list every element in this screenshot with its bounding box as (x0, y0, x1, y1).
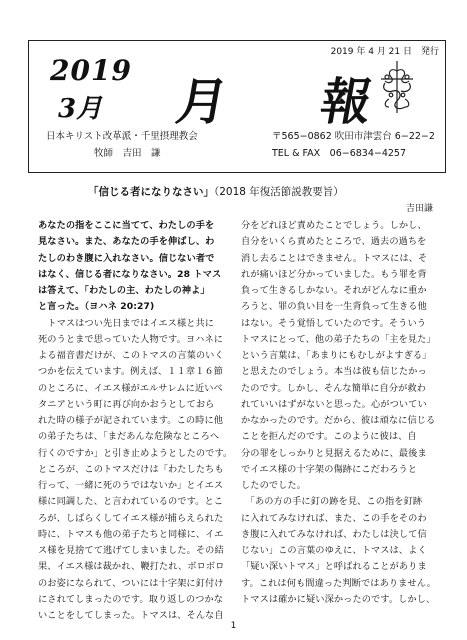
text-line: き腹に入れてみなければ、わたしは決して信 (241, 528, 427, 540)
text-line: と思えたのでしょう。本当は彼も信じたかっ (241, 366, 427, 378)
text-line: れた時の様子が記されています。この時に他 (38, 415, 224, 426)
text-line: はない。そう覚悟していたのです。そういう (241, 317, 427, 329)
text-line: トマスにとって、他の弟子たちの「主を見た」 (241, 333, 436, 345)
church-name: 日本キリスト改革派・千里摂理教会 (46, 131, 198, 142)
text-line: の弟子たちは、「まだあんな危険なところへ (38, 431, 220, 443)
masthead-month: 3月 (58, 94, 103, 124)
sermon-title (88, 184, 344, 199)
text-line: に入れてみなければ、また、この手をそのわ (241, 512, 427, 524)
masthead-title: 月 報 (172, 72, 399, 131)
text-line: でイエス様の十字架の傷跡にこだわろうと (241, 463, 418, 475)
contact-info (272, 128, 435, 162)
text-line: 見なさい。また、あなたの手を伸ばし、わ (38, 236, 215, 248)
sermon-title-sub: （2018 年復活節説教要旨） (214, 186, 344, 198)
text-line: ろが、しばらくしてイエス様が捕らえられた (38, 512, 224, 524)
text-line: かなかったのです。だから、彼は頑なに信じる (241, 415, 436, 426)
sermon-author: 吉田謙 (405, 204, 433, 214)
text-line: のところに、イエス様がエルサレムに近いべ (38, 382, 223, 394)
text-line: たのです。しかし、そんな簡単に自分が救わ (241, 382, 427, 394)
text-line: ことを拒んだのです。このように彼は、自 (241, 431, 417, 443)
church-address: 〒565−0862 吹田市津雲台 6−22−2 (272, 131, 435, 142)
text-line: たしのわき腹に入れなさい。信じない者で (38, 252, 215, 264)
text-line: す。これは何も間違った判断ではありません。 (241, 577, 436, 589)
page-number: 1 (230, 621, 237, 631)
text-line: 消し去ることはできません。トマスには、そ (241, 252, 428, 264)
text-line: 様に同調した、と言われているのです。とこ (38, 496, 224, 508)
text-line: は答えて、「わたしの主、わたしの神よ」 (38, 285, 210, 296)
text-line: したのでした。 (241, 480, 307, 491)
text-line: じない」この言葉のゆえに、トマスは、よく (241, 545, 427, 556)
text-line: と言った。（ヨハネ 20:27) (38, 301, 155, 313)
text-line: よる福音書だけが、このトマスの言葉のいく (38, 350, 224, 361)
text-line: はなく、信じる者になりなさい。28 トマス (38, 268, 222, 280)
text-line: 行くのですか」と引き止めようとしたのです。 (38, 447, 233, 459)
pastor-name: 牧師 吉田 謙 (94, 148, 161, 159)
text-line: れが痛いほど分かっていました。もう罪を背 (241, 268, 427, 280)
text-line: 果、イエス様は裁かれ、鞭打たれ、ボロボロ (38, 561, 225, 573)
text-line: トマスはつい先日まではイエス様と共に (38, 317, 215, 329)
text-line: のお姿になられて、ついには十字架に釘付け (38, 577, 224, 589)
text-line: 負って生きるしかない。それがどんなに重か (241, 285, 427, 296)
text-line: 行って、一緒に死のうではないか」とイエス (38, 480, 224, 491)
text-line: れていいはずがないと思った。心がついてい (241, 398, 427, 410)
text-line: トマスは確かに疑い深かったのです。しかし、 (241, 593, 436, 605)
text-line: 死のうとまで思っていた人物です。ヨハネに (38, 333, 224, 345)
text-line: ところが、このトマスだけは「わたしたちも (38, 463, 224, 475)
issue-date: 2019 年 4 月 21 日 発行 (330, 47, 439, 57)
masthead-year: 2019 (50, 54, 132, 87)
text-line: 時に、トマスも他の弟子たちと同様に、イエ (38, 528, 224, 540)
text-line: 分をどれほど責めたことでしょう。しかし、 (241, 220, 427, 231)
text-line: 「疑い深いトマス」と呼ばれることがありま (241, 561, 427, 573)
text-line: いことをしてしまった。トマスは、そんな自 (38, 610, 224, 621)
text-line: 分の罪をしっかりと見据えるために、最後ま (241, 447, 427, 459)
cross-vine-icon (365, 55, 429, 119)
text-line: あなたの指をここに当てて、わたしの手を (38, 220, 215, 231)
text-line: 「あの方の手に釘の跡を見、この指を釘跡 (241, 496, 423, 508)
church-phone: TEL & FAX 06−6834−4257 (272, 148, 407, 159)
text-column-right (241, 218, 439, 608)
text-line: タニアという町に再び向かおうとしておら (38, 398, 215, 410)
text-line: という言葉は、「あまりにもむしがよすぎる」 (241, 350, 432, 361)
church-info (46, 128, 198, 162)
text-line: にされてしまったのです。取り返しのつかな (38, 593, 224, 605)
sermon-title-main: 「信じる者になりなさい」 (88, 186, 214, 198)
text-line: ろうと、罪の負い目を一生背負って生きる他 (241, 301, 427, 313)
text-column-left (38, 218, 233, 624)
text-line: つかを伝えています。例えば、１１章１６節 (38, 366, 224, 378)
text-line: ス様を見捨てて逃げてしまいました。その結 (38, 545, 224, 556)
text-line: 自分をいくら責めたところで、過去の過ちを (241, 236, 427, 248)
